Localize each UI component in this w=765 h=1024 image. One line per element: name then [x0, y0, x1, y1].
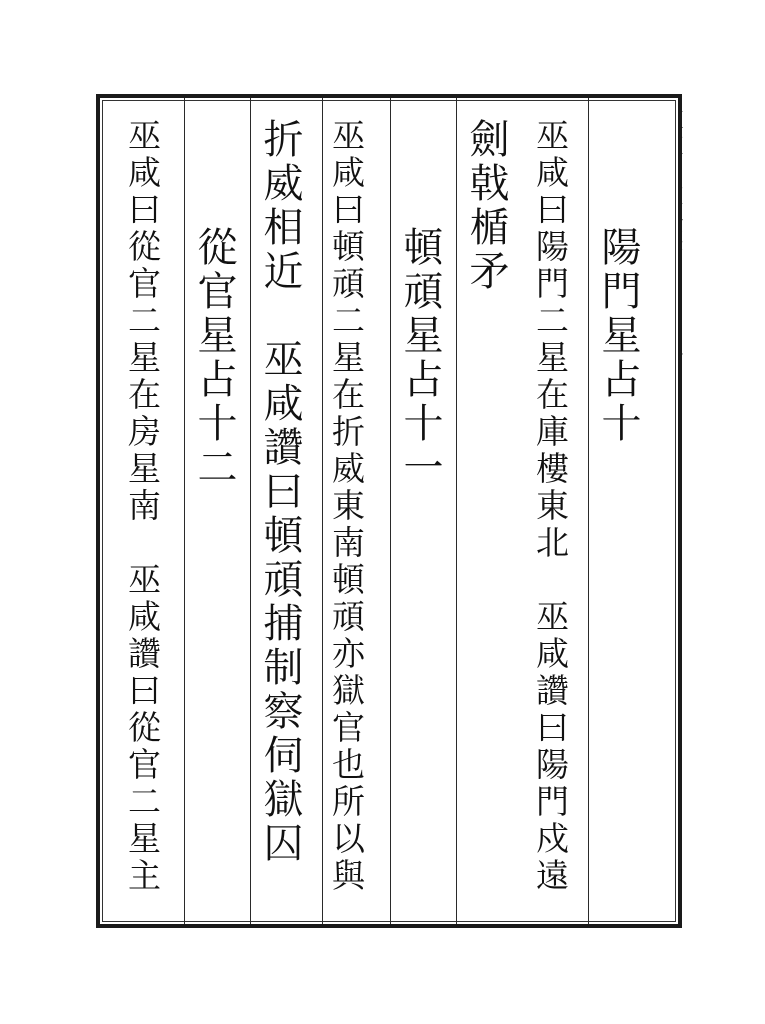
column-rule — [456, 98, 457, 924]
text-column: 巫咸曰從官二星在房星南 巫咸讚曰從官二星主 — [123, 118, 162, 895]
text-column: 折威相近 巫咸讚曰頓頑捕制察伺獄囚 — [257, 118, 303, 866]
inner-frame — [102, 100, 676, 922]
text-column: 劍戟楯矛 — [463, 118, 509, 294]
column-rule — [588, 98, 589, 924]
column-rule — [184, 98, 185, 924]
text-column-heading: 頓頑星占十一 — [397, 226, 443, 490]
column-rule — [250, 98, 251, 924]
text-column-heading: 從官星占十二 — [191, 226, 237, 490]
column-rule — [390, 98, 391, 924]
text-column-heading: 陽門星占十 — [595, 226, 641, 446]
text-column: 巫咸曰頓頑二星在折威東南頓頑亦獄官也所以與 — [327, 118, 366, 895]
text-frame — [96, 94, 682, 928]
text-column: 巫咸曰陽門二星在庫樓東北 巫咸讚曰陽門戍遠 — [531, 118, 570, 895]
column-rule — [322, 98, 323, 924]
